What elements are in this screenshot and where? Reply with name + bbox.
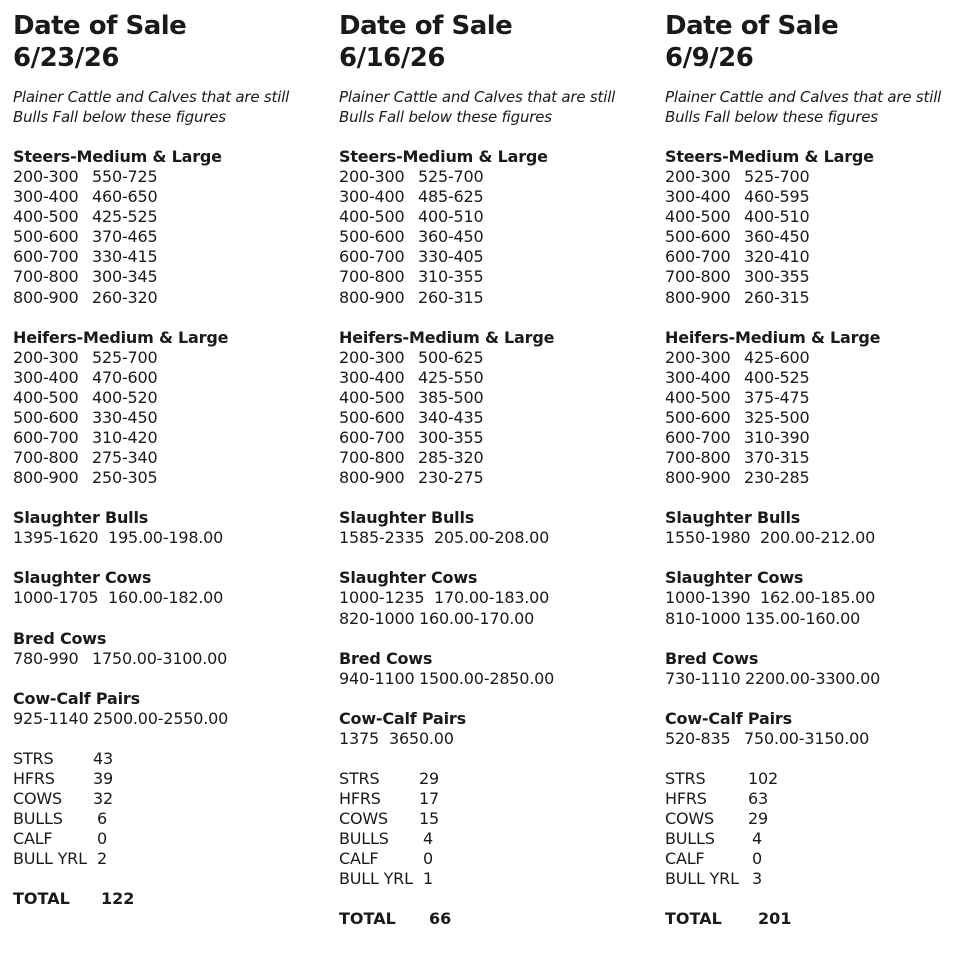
price-section [13,147,333,308]
weight-range: 800-900 [665,468,731,488]
price-section [665,328,960,489]
weight-range: 500-600 [13,227,79,247]
price-range: 310-355 [418,267,484,287]
weight-range: 800-900 [13,287,79,307]
count-label: COWS [13,788,62,808]
weight-range: 300-400 [339,367,405,387]
price-row [339,267,659,287]
price-range: 425-550 [418,367,484,387]
count-value: 29 [748,808,768,828]
total-row [339,909,659,929]
weight-range: 1000-1235 [339,588,425,608]
count-value: 32 [93,788,113,808]
price-range: 550-725 [92,167,158,186]
price-row [339,227,659,247]
total-value: 122 [101,889,135,909]
weight-range: 1395-1620 [13,528,99,548]
price-row [339,288,659,308]
price-range: 360-450 [744,227,810,247]
price-range: 400-510 [744,207,810,227]
price-section [13,629,333,669]
price-row [665,528,960,548]
price-row [13,528,333,548]
count-row [13,849,333,869]
weight-range: 600-700 [339,247,405,267]
price-range: 400-520 [92,387,158,407]
note-line: Bulls Fall below these figures [665,108,878,126]
weight-range: 600-700 [13,428,79,448]
count-row [13,749,333,769]
total-value: 66 [429,909,452,929]
count-row [13,809,333,829]
price-row [339,167,659,187]
price-row [339,729,659,749]
price-range: 325-500 [744,407,810,427]
weight-range: 700-800 [665,448,731,468]
count-value: 39 [93,768,113,788]
sale-date: 6/23/26 [13,43,119,73]
count-value: 1 [423,869,433,889]
count-label: STRS [665,768,706,788]
weight-range: 600-700 [665,428,731,448]
section-title: Bred Cows [665,648,759,668]
price-section [339,147,659,308]
weight-range: 300-400 [339,187,405,207]
price-section [13,568,333,608]
count-value: 43 [93,748,113,768]
price-section [339,709,659,749]
price-row [339,388,659,408]
price-row [13,227,333,247]
section-title: Bred Cows [339,648,433,668]
price-range: 200.00-212.00 [760,528,876,548]
price-row [665,729,960,749]
price-row [665,167,960,187]
section-title: Heifers-Medium & Large [665,327,881,347]
price-section [339,568,659,628]
weight-range: 600-700 [339,428,405,448]
heading-label: Date of Sale [13,11,187,41]
count-label: CALF [665,849,705,869]
section-title: Slaughter Cows [665,568,804,588]
weight-range: 700-800 [339,448,405,468]
price-range: 330-405 [418,247,484,267]
sale-date-heading [13,10,333,74]
count-row [13,769,333,789]
price-row [13,588,333,608]
section-title: Heifers-Medium & Large [339,327,555,347]
price-range: 260-315 [744,287,810,307]
price-row [339,368,659,388]
head-count [339,769,659,890]
price-range: 300-355 [744,267,810,287]
count-value: 0 [752,849,762,869]
price-row [665,288,960,308]
price-range: 3650.00 [389,728,454,748]
head-count [665,769,960,890]
count-label: BULL YRL [665,869,739,889]
weight-range: 700-800 [13,267,79,287]
price-range: 400-510 [418,207,484,227]
price-section [339,508,659,548]
count-row [665,809,960,829]
price-section [13,689,333,729]
price-range: 525-700 [418,167,484,186]
price-row [665,588,960,608]
weight-range: 500-600 [13,407,79,427]
price-row [665,187,960,207]
price-row [13,388,333,408]
price-range: 135.00-160.00 [745,608,861,628]
weight-range: 1550-1980 [665,528,751,548]
price-row [665,348,960,368]
price-range: 230-275 [418,468,484,488]
price-range: 1500.00-2850.00 [419,668,555,688]
count-value: 102 [748,768,778,788]
price-range: 750.00-3150.00 [744,728,870,748]
price-range: 460-650 [92,187,158,207]
weight-range: 300-400 [665,187,731,207]
weight-range: 400-500 [13,387,79,407]
section-title: Steers-Medium & Large [665,147,874,166]
price-range: 360-450 [418,227,484,247]
price-row [665,669,960,689]
weight-range: 700-800 [13,448,79,468]
weight-range: 1000-1705 [13,588,99,608]
weight-range: 1585-2335 [339,528,425,548]
price-row [665,227,960,247]
total-label: TOTAL [665,909,722,929]
weight-range: 200-300 [13,167,79,186]
count-label: COWS [665,808,714,828]
weight-range: 730-1110 [665,668,741,688]
section-title: Slaughter Bulls [13,508,149,528]
sale-date: 6/16/26 [339,43,445,73]
price-range: 300-355 [418,428,484,448]
section-title: Cow-Calf Pairs [339,708,466,728]
price-range: 525-700 [92,347,158,367]
sale-date: 6/9/26 [665,43,754,73]
price-range: 170.00-183.00 [434,588,550,608]
count-label: BULLS [339,829,389,849]
weight-range: 800-900 [339,468,405,488]
weight-range: 820-1000 [339,608,415,628]
count-row [339,829,659,849]
head-count [13,749,333,870]
sale-date-heading [665,10,960,74]
price-range: 1750.00-3100.00 [92,648,228,668]
price-section [665,649,960,689]
price-row [665,468,960,488]
section-title: Slaughter Bulls [665,508,801,528]
price-range: 460-595 [744,187,810,207]
note-line: Plainer Cattle and Calves that are still [665,88,942,106]
price-range: 370-315 [744,448,810,468]
count-label: STRS [13,748,54,768]
price-range: 250-305 [92,468,158,488]
count-label: HFRS [665,788,707,808]
price-range: 330-415 [92,247,158,267]
weight-range: 400-500 [13,207,79,227]
count-label: STRS [339,768,380,788]
price-range: 260-320 [92,287,158,307]
count-row [339,769,659,789]
price-row [665,247,960,267]
weight-range: 800-900 [13,468,79,488]
price-section [665,709,960,749]
note [13,87,333,127]
sale-column-2 [339,10,659,929]
count-row [339,849,659,869]
price-row [339,408,659,428]
count-label: HFRS [13,768,55,788]
price-range: 310-390 [744,428,810,448]
price-row [13,267,333,287]
count-row [339,869,659,889]
price-row [339,528,659,548]
price-row [13,709,333,729]
count-row [339,809,659,829]
total-row [13,889,333,909]
price-row [13,468,333,488]
count-value: 0 [97,829,107,849]
price-range: 330-450 [92,407,158,427]
section-title: Slaughter Cows [13,568,152,588]
weight-range: 300-400 [665,367,731,387]
section-title: Slaughter Bulls [339,508,475,528]
count-row [13,829,333,849]
price-row [13,368,333,388]
price-range: 160.00-170.00 [419,608,535,628]
price-row [13,207,333,227]
price-range: 385-500 [418,387,484,407]
total-value: 201 [758,909,792,929]
note-line: Bulls Fall below these figures [339,108,552,126]
price-row [13,408,333,428]
weight-range: 810-1000 [665,608,741,628]
section-title: Cow-Calf Pairs [13,688,140,708]
weight-range: 500-600 [339,407,405,427]
price-range: 230-285 [744,468,810,488]
weight-range: 200-300 [665,167,731,186]
weight-range: 400-500 [665,207,731,227]
count-label: BULL YRL [13,849,87,869]
price-range: 310-420 [92,428,158,448]
price-row [339,428,659,448]
price-row [665,609,960,629]
price-section [339,649,659,689]
weight-range: 925-1140 [13,708,89,728]
price-row [13,187,333,207]
price-row [339,187,659,207]
count-label: COWS [339,808,388,828]
note-line: Plainer Cattle and Calves that are still [339,88,616,106]
weight-range: 200-300 [13,347,79,367]
section-title: Slaughter Cows [339,568,478,588]
weight-range: 700-800 [665,267,731,287]
price-range: 260-315 [418,287,484,307]
weight-range: 200-300 [339,167,405,186]
weight-range: 200-300 [339,347,405,367]
sale-column-3 [665,10,960,929]
price-row [13,167,333,187]
count-row [665,769,960,789]
price-row [13,348,333,368]
price-row [665,428,960,448]
price-row [665,408,960,428]
count-row [665,869,960,889]
sale-date-heading [339,10,659,74]
sale-column-1 [13,10,333,909]
price-row [339,348,659,368]
weight-range: 800-900 [665,287,731,307]
count-value: 3 [752,869,762,889]
total-label: TOTAL [339,909,396,929]
price-range: 320-410 [744,247,810,267]
price-row [665,207,960,227]
price-section [13,508,333,548]
weight-range: 520-835 [665,728,731,748]
weight-range: 1000-1390 [665,588,751,608]
weight-range: 500-600 [665,227,731,247]
price-range: 525-700 [744,167,810,186]
price-row [13,288,333,308]
count-row [665,789,960,809]
note [665,87,960,127]
count-value: 2 [97,849,107,869]
heading-label: Date of Sale [665,11,839,41]
section-title: Heifers-Medium & Large [13,327,229,347]
weight-range: 300-400 [13,187,79,207]
price-row [13,649,333,669]
count-label: CALF [339,849,379,869]
note-line: Bulls Fall below these figures [13,108,226,126]
weight-range: 400-500 [665,387,731,407]
price-section [339,328,659,489]
price-section [665,568,960,628]
price-range: 205.00-208.00 [434,528,550,548]
weight-range: 600-700 [665,247,731,267]
note-line: Plainer Cattle and Calves that are still [13,88,290,106]
price-range: 340-435 [418,407,484,427]
count-value: 4 [752,829,762,849]
price-row [13,247,333,267]
price-range: 275-340 [92,448,158,468]
price-range: 400-525 [744,367,810,387]
weight-range: 780-990 [13,648,79,668]
price-range: 2500.00-2550.00 [93,708,229,728]
count-label: CALF [13,829,53,849]
weight-range: 400-500 [339,387,405,407]
price-range: 160.00-182.00 [108,588,224,608]
count-value: 6 [97,808,107,828]
price-range: 285-320 [418,448,484,468]
price-range: 370-465 [92,227,158,247]
section-title: Steers-Medium & Large [339,147,548,166]
count-value: 15 [419,808,439,828]
total-label: TOTAL [13,889,70,909]
count-label: HFRS [339,788,381,808]
price-row [339,609,659,629]
price-range: 195.00-198.00 [108,528,224,548]
weight-range: 500-600 [339,227,405,247]
heading-label: Date of Sale [339,11,513,41]
price-section [13,328,333,489]
weight-range: 940-1100 [339,668,415,688]
count-value: 29 [419,768,439,788]
section-title: Steers-Medium & Large [13,147,222,166]
count-value: 0 [423,849,433,869]
price-row [339,448,659,468]
price-range: 485-625 [418,187,484,207]
section-title: Cow-Calf Pairs [665,708,792,728]
price-range: 2200.00-3300.00 [745,668,881,688]
price-row [339,468,659,488]
price-row [665,267,960,287]
price-row [339,207,659,227]
count-value: 63 [748,788,768,808]
price-range: 500-625 [418,347,484,367]
count-label: BULLS [13,808,63,828]
price-row [665,368,960,388]
section-title: Bred Cows [13,628,107,648]
price-row [339,669,659,689]
weight-range: 600-700 [13,247,79,267]
price-row [665,388,960,408]
price-range: 425-600 [744,347,810,367]
price-range: 470-600 [92,367,158,387]
price-range: 300-345 [92,267,158,287]
weight-range: 1375 [339,728,379,748]
count-label: BULLS [665,829,715,849]
count-row [339,789,659,809]
price-row [13,428,333,448]
weight-range: 400-500 [339,207,405,227]
count-value: 17 [419,788,439,808]
price-range: 162.00-185.00 [760,588,876,608]
price-range: 375-475 [744,387,810,407]
weight-range: 700-800 [339,267,405,287]
weight-range: 500-600 [665,407,731,427]
price-row [339,588,659,608]
count-row [665,829,960,849]
price-row [665,448,960,468]
note [339,87,659,127]
weight-range: 200-300 [665,347,731,367]
weight-range: 800-900 [339,287,405,307]
count-row [665,849,960,869]
price-row [339,247,659,267]
price-range: 425-525 [92,207,158,227]
price-section [665,147,960,308]
count-row [13,789,333,809]
count-label: BULL YRL [339,869,413,889]
count-value: 4 [423,829,433,849]
total-row [665,909,960,929]
price-row [13,448,333,468]
weight-range: 300-400 [13,367,79,387]
price-section [665,508,960,548]
